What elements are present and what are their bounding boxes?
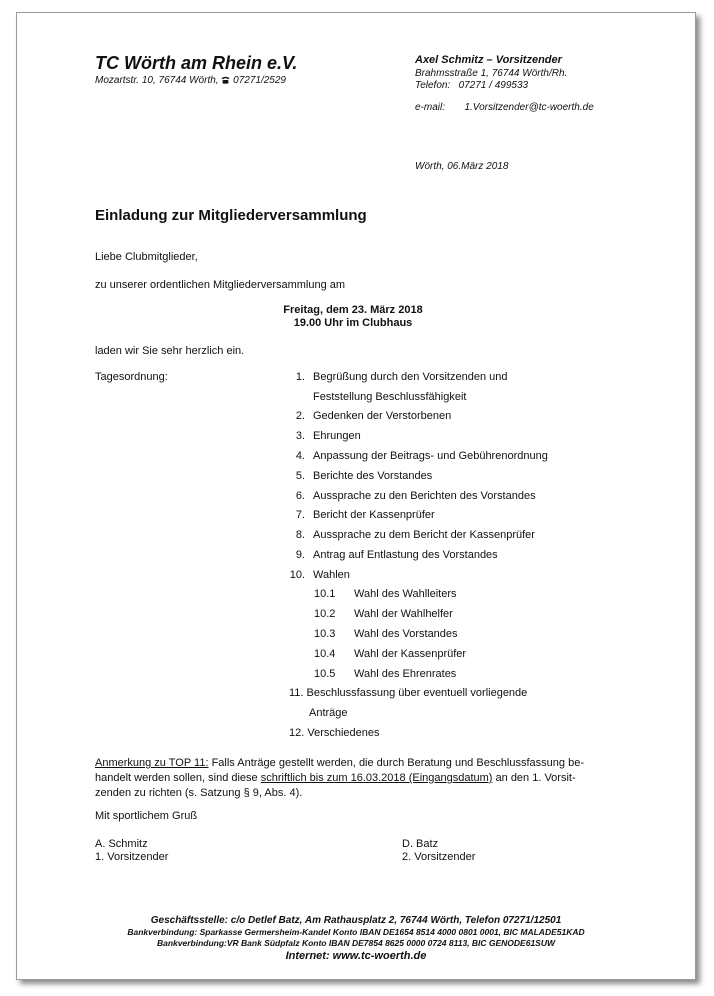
footer-office: Geschäftsstelle: c/o Detlef Batz, Am Rathausplatz 2, 76744 Wörth, Telefon 07271/12501 [150, 915, 562, 926]
salutation: Liebe Clubmitglieder, [95, 251, 198, 263]
club-address: Mozartstr. 10, 76744 Wörth, [95, 75, 219, 86]
agenda-number: 9. [295, 549, 305, 561]
telephone-icon [221, 76, 230, 84]
letter-heading: Einladung zur Mitgliederversammlung [95, 207, 367, 224]
sender-phone-line [415, 80, 528, 91]
agenda-number: 1. [295, 371, 305, 383]
agenda-item: Gedenken der Verstorbenen [313, 410, 452, 422]
agenda-number: 8. [295, 529, 305, 541]
footer-internet: Internet: www.tc-woerth.de [285, 950, 427, 962]
signature-name: D. Batz [402, 838, 439, 850]
signature-role: 1. Vorsitzender [95, 851, 169, 863]
note-label: Anmerkung zu TOP 11: [95, 757, 209, 769]
agenda-subitem: Wahl der Kassenprüfer [354, 648, 467, 660]
sender-phone: 07271 / 499533 [458, 80, 529, 91]
agenda-item: Wahlen [313, 569, 350, 581]
agenda-item: Aussprache zu dem Bericht der Kassenprüfer [313, 529, 535, 541]
agenda-item: Feststellung Beschlussfähigkeit [313, 391, 467, 403]
date-line: Wörth, 06.März 2018 [415, 161, 509, 172]
agenda-number: 7. [295, 509, 305, 521]
sender-email: 1.Vorsitzender@tc-woerth.de [464, 102, 594, 113]
agenda-number: 3. [295, 430, 305, 442]
note-text: an den 1. Vorsit-zenden zu richten (s. Satzung § 9, Abs. 4). [95, 772, 576, 799]
agenda-item: 12. Verschiedenes [289, 727, 380, 739]
sender-email-line [415, 102, 594, 113]
sender-street: Brahmsstraße 1, 76744 Wörth/Rh. [415, 68, 568, 79]
signature-name: A. Schmitz [95, 838, 148, 850]
agenda-item: Anpassung der Beitrags- und Gebührenordnung [313, 450, 548, 462]
agenda-item: 11. Beschlussfassung über eventuell vorliegende [289, 687, 528, 699]
agenda-item: Antrag auf Entlastung des Vorstandes [313, 549, 498, 561]
agenda-number: 6. [295, 490, 305, 502]
sender-phone-label: Telefon: [415, 80, 451, 91]
agenda-subitem-number: 10.3 [314, 628, 336, 640]
sender-name-title: Axel Schmitz – Vorsitzender [415, 54, 562, 66]
agenda-item: Aussprache zu den Berichten des Vorstandes [313, 490, 536, 502]
event-date: Freitag, dem 23. März 2018 [283, 304, 423, 316]
agenda-subitem: Wahl des Vorstandes [354, 628, 458, 640]
agenda-number: 4. [295, 450, 305, 462]
agenda-item: Bericht der Kassenprüfer [313, 509, 435, 521]
agenda-subitem-number: 10.5 [314, 668, 336, 680]
letter-page [16, 12, 696, 980]
agenda-number: 10. [289, 569, 305, 581]
agenda-number: 5. [295, 470, 305, 482]
intro-text: zu unserer ordentlichen Mitgliederversammlung am [95, 279, 346, 291]
note-deadline: schriftlich bis zum 16.03.2018 (Eingangsdatum) [260, 772, 493, 784]
agenda-label: Tagesordnung: [95, 371, 168, 383]
agenda-item: Berichte des Vorstandes [313, 470, 433, 482]
club-address-line [95, 75, 286, 86]
agenda-item: Anträge [309, 707, 348, 719]
agenda-item: Begrüßung durch den Vorsitzenden und [313, 371, 508, 383]
signature-role: 2. Vorsitzender [402, 851, 476, 863]
agenda-subitem: Wahl der Wahlhelfer [354, 608, 453, 620]
agenda-item: Ehrungen [313, 430, 361, 442]
agenda-subitem-number: 10.1 [314, 588, 336, 600]
note-paragraph [95, 756, 605, 801]
club-name: TC Wörth am Rhein e.V. [95, 53, 298, 73]
agenda-subitem: Wahl des Ehrenrates [354, 668, 457, 680]
agenda-subitem: Wahl des Wahlleiters [354, 588, 457, 600]
club-phone: 07271/2529 [233, 75, 286, 86]
footer-bank1: Bankverbindung: Sparkasse Germersheim-Kandel Konto IBAN DE1654 8514 4000 0801 0001, BIC MALADE51KAD [127, 927, 585, 937]
agenda-number: 2. [295, 410, 305, 422]
note-text: Falls Anträge gestellt werden, die durch Beratung und Beschlussfassung be-handelt werden sollen, sind diese [95, 757, 584, 784]
footer-bank2: Bankverbindung:VR Bank Südpfalz Konto IBAN DE7854 8625 0000 0724 8113, BIC GENODE61SUW [156, 938, 556, 948]
event-time-place: 19.00 Uhr im Clubhaus [293, 317, 413, 329]
closing: Mit sportlichem Gruß [95, 810, 198, 822]
sender-email-label: e-mail: [415, 102, 446, 113]
invite-text: laden wir Sie sehr herzlich ein. [95, 345, 245, 357]
agenda-subitem-number: 10.2 [314, 608, 336, 620]
agenda-subitem-number: 10.4 [314, 648, 336, 660]
